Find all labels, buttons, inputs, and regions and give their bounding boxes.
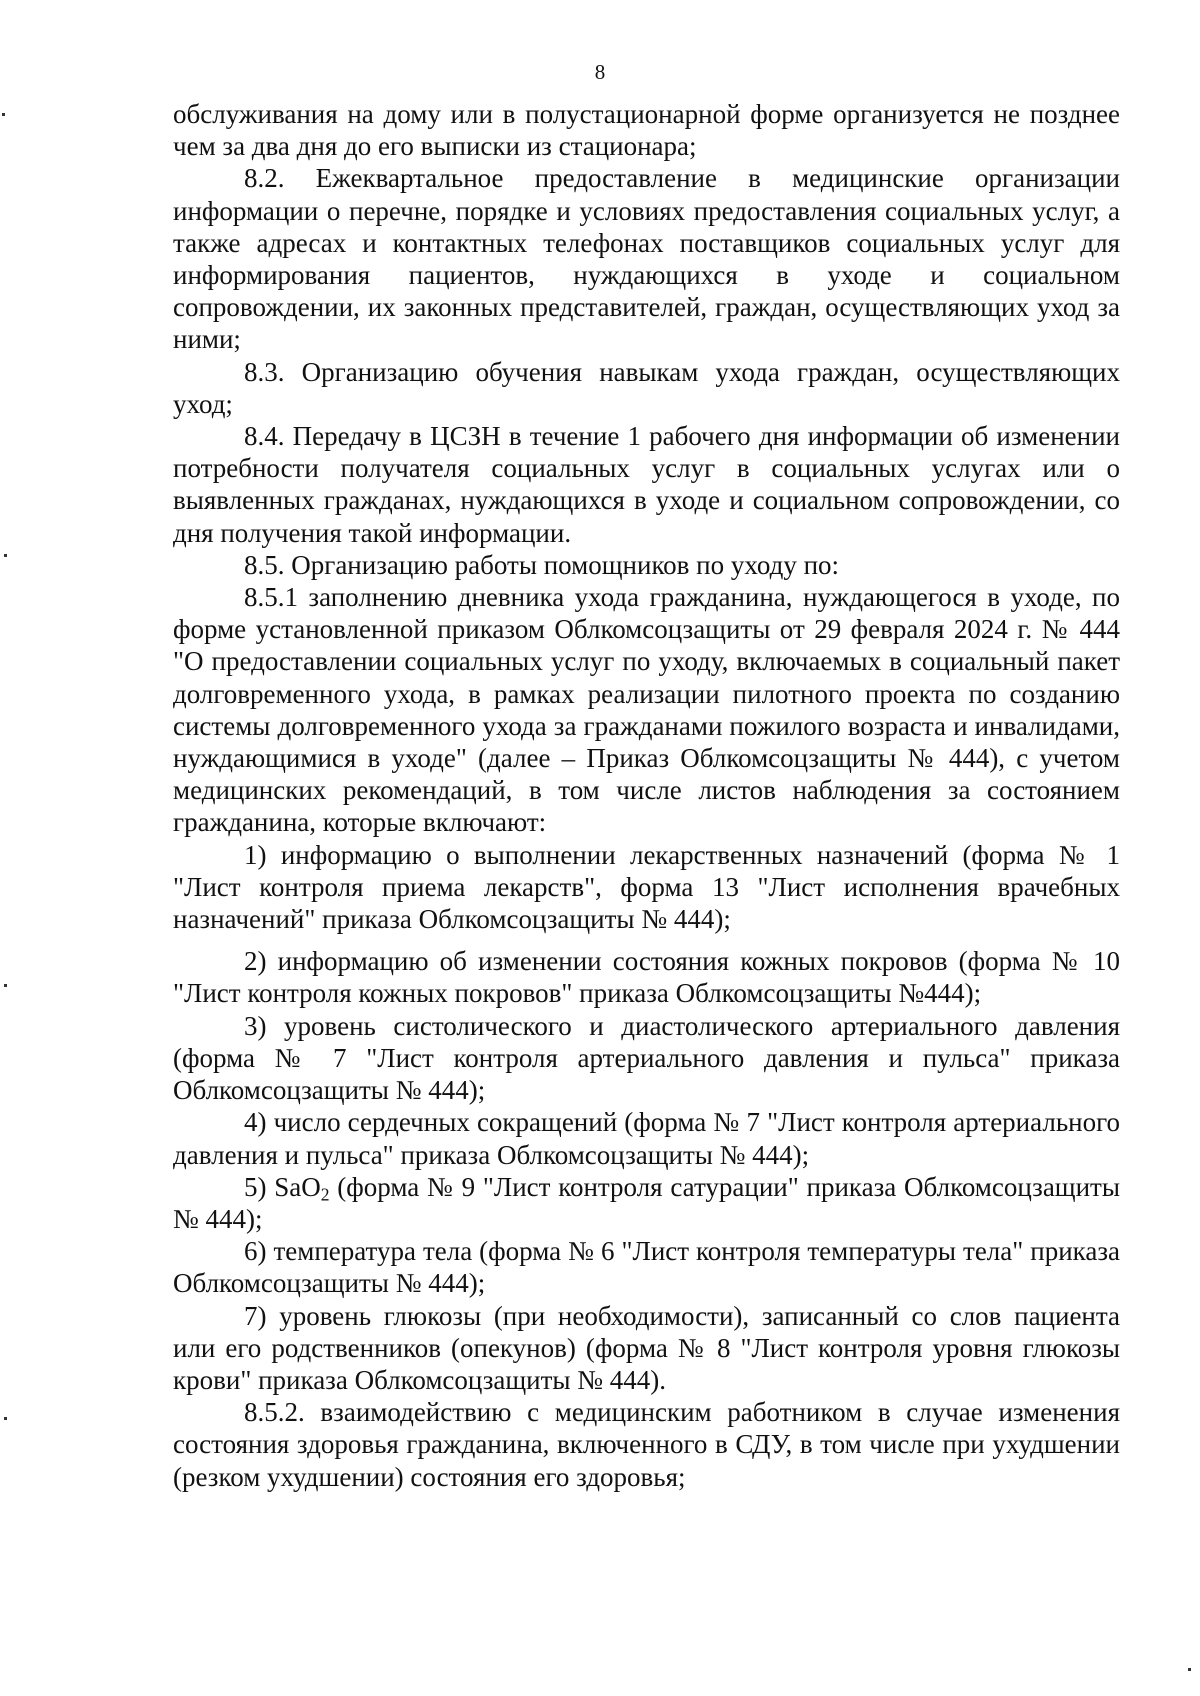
- list-item-3: 3) уровень систолического и диастолического артериального давления (форма № 7 "Лист контроля артериального давления и пульса" приказа Облкомсоцзащиты № 444);: [173, 1010, 1120, 1106]
- paragraph-8-5-1: 8.5.1 заполнению дневника ухода гражданина, нуждающегося в уходе, по форме установленной приказом Облкомсоцзащиты от 29 февраля 2024 г. № 444 "О предоставлении социальных услуг по уходу, включаемых в социальный пакет долговременного ухода, в рамках реализации пилотного проекта по созданию системы долговременного ухода за гражданами пожилого возраста и инвалидами, нуждающимися в уходе" (далее – Приказ Облкомсоцзащиты № 444), с учетом медицинских рекомендаций, в том числе листов наблюдения за состоянием гражданина, которые включают:: [173, 582, 1120, 838]
- list-item-1: 1) информацию о выполнении лекарственных назначений (форма № 1 "Лист контроля приема лекарств", форма 13 "Лист исполнения врачебных назначений" приказа Облкомсоцзащиты № 444);: [173, 839, 1120, 935]
- paragraph-8-4: 8.4. Передачу в ЦСЗН в течение 1 рабочего дня информации об изменении потребности получателя социальных услуг в социальных услугах или о выявленных гражданах, нуждающихся в уходе и социальном сопровождении, со дня получения такой информации.: [173, 421, 1120, 548]
- list-item-5-prefix: 5) SaO: [244, 1171, 321, 1202]
- scan-mark: [4, 554, 7, 557]
- page-number: 8: [594, 60, 606, 84]
- list-item-6: 6) температура тела (форма № 6 "Лист контроля температуры тела" приказа Облкомсоцзащиты № 444);: [173, 1236, 1120, 1299]
- list-item-5-subscript: 2: [320, 1184, 330, 1205]
- list-item-4: 4) число сердечных сокращений (форма № 7 "Лист контроля артериального давления и пульса" приказа Облкомсоцзащиты № 444);: [173, 1107, 1120, 1170]
- list-item-5-suffix: (форма № 9 "Лист контроля сатурации" приказа Облкомсоцзащиты № 444);: [173, 1171, 1120, 1234]
- scan-mark: [4, 1417, 7, 1420]
- paragraph-8-5: 8.5. Организацию работы помощников по уходу по:: [244, 549, 840, 580]
- list-item-7: 7) уровень глюкозы (при необходимости), записанный со слов пациента или его родственников (опекунов) (форма № 8 "Лист контроля уровня глюкозы крови" приказа Облкомсоцзащиты № 444).: [173, 1300, 1120, 1395]
- scan-mark: [1188, 1668, 1191, 1671]
- paragraph-8-2: 8.2. Ежеквартальное предоставление в медицинские организации информации о перечне, порядке и условиях предоставления социальных услуг, а также адресах и контактных телефонах поставщиков социальных услуг для информирования пациентов, нуждающихся в уходе и социальном сопровождении, их законных представителей, граждан, осуществляющих уход за ними;: [173, 163, 1120, 355]
- list-item-5: [173, 1171, 1120, 1235]
- paragraph-8-5-2: 8.5.2. взаимодействию с медицинским работником в случае изменения состояния здоровья гражданина, включенного в СДУ, в том числе при ухудшении (резком ухудшении) состояния его здоровья;: [173, 1397, 1120, 1492]
- scan-mark: [2, 113, 5, 116]
- scan-mark: [4, 984, 7, 987]
- list-item-2: 2) информацию об изменении состояния кожных покровов (форма № 10 "Лист контроля кожных покровов" приказа Облкомсоцзащиты №444);: [173, 946, 1120, 1009]
- document-body: [173, 98, 1120, 1493]
- paragraph-8-3: 8.3. Организацию обучения навыкам ухода граждан, осуществляющих уход;: [173, 356, 1120, 419]
- paragraph-continuation: обслуживания на дому или в полустационарной форме организуется не позднее чем за два дня до его выписки из стационара;: [173, 99, 1120, 162]
